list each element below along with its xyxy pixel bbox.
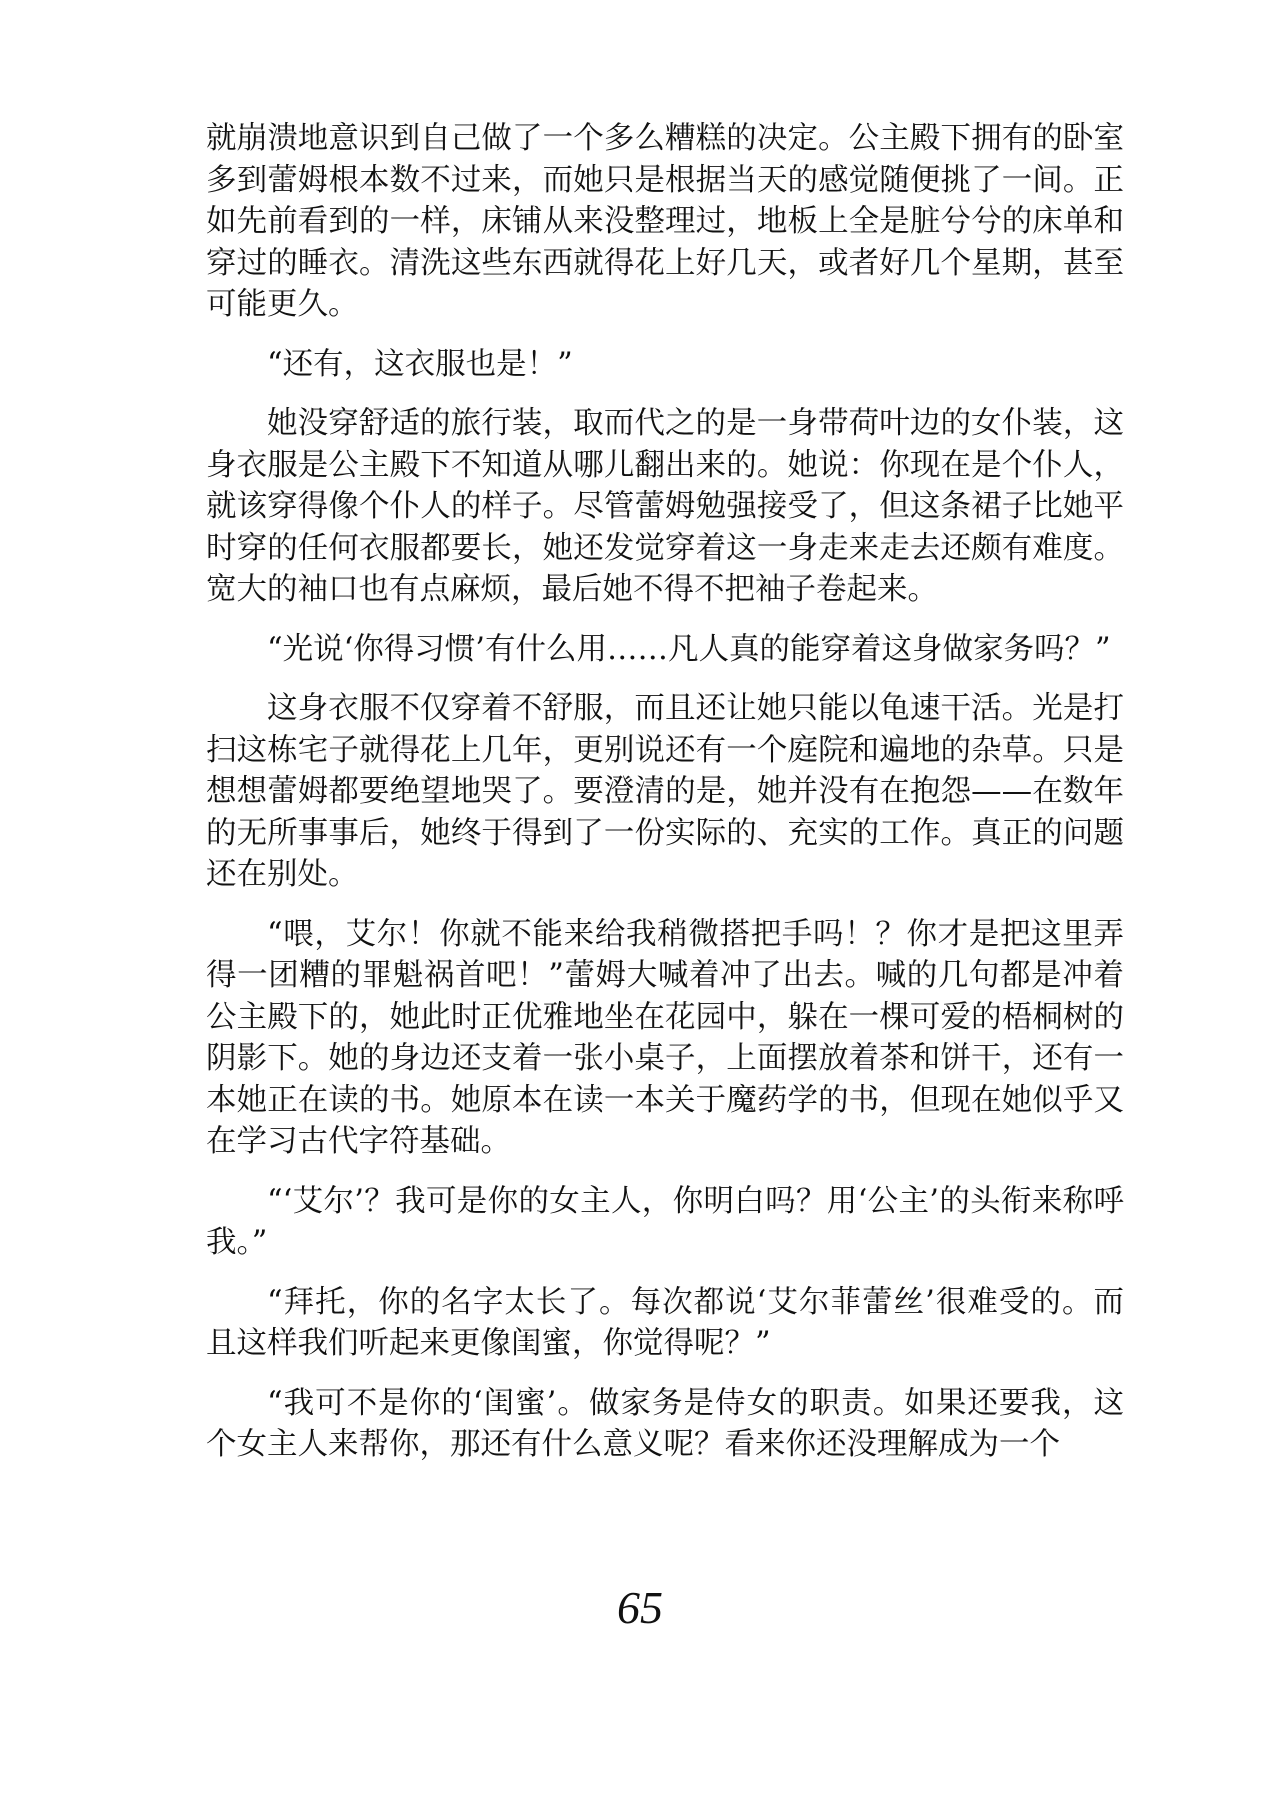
paragraph-3: 她没穿舒适的旅行装，取而代之的是一身带荷叶边的女仆装，这身衣服是公主殿下不知道从哪儿翻出来的。她说：你现在是个仆人，就该穿得像个仆人的样子。尽管蕾姆勉强接受了，但这条裙子比她平时穿的任何衣服都要长，她还发觉穿着这一身走来走去还颇有难度。宽大的袖口也有点麻烦，最后她不得不把袖子卷起来。: [206, 406, 1124, 607]
body-text: [206, 118, 1124, 1484]
paragraph-4: “光说‘你得习惯’有什么用……凡人真的能穿着这身做家务吗？”: [267, 631, 1111, 667]
page-number: 65: [617, 1582, 663, 1633]
paragraph-9: “我可不是你的‘闺蜜’。做家务是侍女的职责。如果还要我，这个女主人来帮你，那还有什么意义呢？看来你还没理解成为一个: [206, 1385, 1124, 1462]
paragraph-8: “拜托，你的名字太长了。每次都说‘艾尔菲蕾丝’很难受的。而且这样我们听起来更像闺蜜，你觉得呢？”: [206, 1284, 1124, 1361]
paragraph-7: “‘艾尔’？我可是你的女主人，你明白吗？用‘公主’的头衔来称呼我。”: [206, 1183, 1124, 1260]
paragraph-2: “还有，这衣服也是！”: [267, 346, 573, 382]
paragraph-5: 这身衣服不仅穿着不舒服，而且还让她只能以龟速干活。光是打扫这栋宅子就得花上几年，更别说还有一个庭院和遍地的杂草。只是想想蕾姆都要绝望地哭了。要澄清的是，她并没有在抱怨——在数年的无所事事后，她终于得到了一份实际的、充实的工作。真正的问题还在别处。: [206, 691, 1124, 892]
paragraph-1: 就崩溃地意识到自己做了一个多么糟糕的决定。公主殿下拥有的卧室多到蕾姆根本数不过来，而她只是根据当天的感觉随便挑了一间。正如先前看到的一样，床铺从来没整理过，地板上全是脏兮兮的床单和穿过的睡衣。清洗这些东西就得花上好几天，或者好几个星期，甚至可能更久。: [206, 121, 1124, 322]
paragraph-6: “喂，艾尔！你就不能来给我稍微搭把手吗！？你才是把这里弄得一团糟的罪魁祸首吧！”蕾姆大喊着冲了出去。喊的几句都是冲着公主殿下的，她此时正优雅地坐在花园中，躲在一棵可爱的梧桐树的阴影下。她的身边还支着一张小桌子，上面摆放着茶和饼干，还有一本她正在读的书。她原本在读一本关于魔药学的书，但现在她似乎又在学习古代字符基础。: [206, 916, 1124, 1159]
